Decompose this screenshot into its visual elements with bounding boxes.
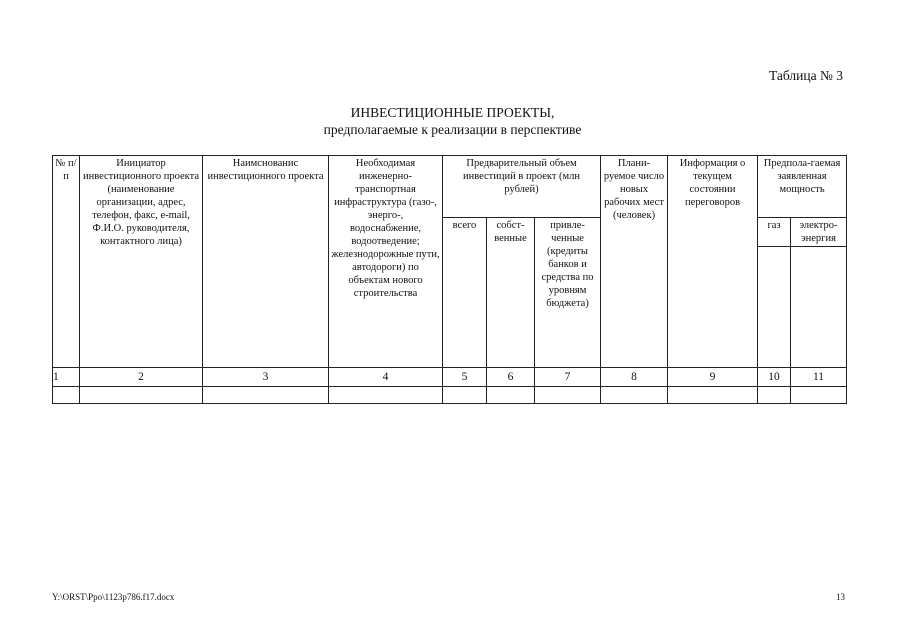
table-cell[interactable] (601, 387, 668, 404)
header-cell-number: № п/п (53, 156, 80, 368)
file-path-footer: Y:\ORST\Ppo\1123p786.f17.docx (52, 592, 175, 602)
header-cell-attracted: привле-ченные (кредиты банков и средства по уровням бюджета) (535, 218, 601, 368)
column-number: 10 (758, 368, 791, 387)
header-cell-jobs: Плани-руемое число новых рабочих мест (человек) (601, 156, 668, 368)
column-number: 3 (203, 368, 329, 387)
header-cell-initiator: Инициатор инвестиционного проекта (наименование организации, адрес, телефон, факс, e-mail, Ф.И.О. руководителя, контактного лица) (80, 156, 203, 368)
header-cell-gas: газ (758, 218, 791, 247)
table-cell[interactable] (443, 387, 487, 404)
column-number: 2 (80, 368, 203, 387)
header-cell-power: электро-энергия (791, 218, 847, 247)
column-number: 11 (791, 368, 847, 387)
table-number-label: Таблица № 3 (769, 68, 843, 83)
header-cell-infrastructure: Необходимая инженерно-транспортная инфраструктура (газо-, энерго-, водоснабжение, водоотведение; железнодорожные пути, автодороги) по объектам нового строительства (329, 156, 443, 368)
table-cell[interactable] (758, 387, 791, 404)
table-cell[interactable] (668, 387, 758, 404)
table-cell[interactable] (535, 387, 601, 404)
column-number: 5 (443, 368, 487, 387)
page-title (0, 104, 905, 138)
column-number: 8 (601, 368, 668, 387)
column-number: 1 (53, 368, 80, 387)
header-cell-project-name: Наимснованис инвестиционного проекта (203, 156, 329, 368)
header-cell-negotiations: Информация о текущем состоянии переговоров (668, 156, 758, 368)
column-number: 4 (329, 368, 443, 387)
header-cell-total: всего (443, 218, 487, 368)
title-line-1: ИНВЕСТИЦИОННЫЕ ПРОЕКТЫ, (350, 105, 555, 120)
table-cell[interactable] (487, 387, 535, 404)
header-cell-gas-filler (758, 247, 791, 368)
investment-projects-table (52, 155, 847, 404)
header-cell-capacity: Предпола-гаемая заявленная мощность (758, 156, 847, 218)
page-number: 13 (836, 592, 845, 602)
table-cell[interactable] (791, 387, 847, 404)
table-cell[interactable] (203, 387, 329, 404)
header-cell-power-filler (791, 247, 847, 368)
table-row (53, 387, 847, 404)
table-cell[interactable] (80, 387, 203, 404)
column-number: 7 (535, 368, 601, 387)
table-cell[interactable] (53, 387, 80, 404)
header-cell-own: собст-венные (487, 218, 535, 368)
column-number: 6 (487, 368, 535, 387)
column-number: 9 (668, 368, 758, 387)
table-cell[interactable] (329, 387, 443, 404)
column-number-row (53, 368, 847, 387)
title-line-2: предполагаемые к реализации в перспективе (323, 122, 582, 137)
header-cell-investment-volume: Предварительный объем инвестиций в проект (млн рублей) (443, 156, 601, 218)
